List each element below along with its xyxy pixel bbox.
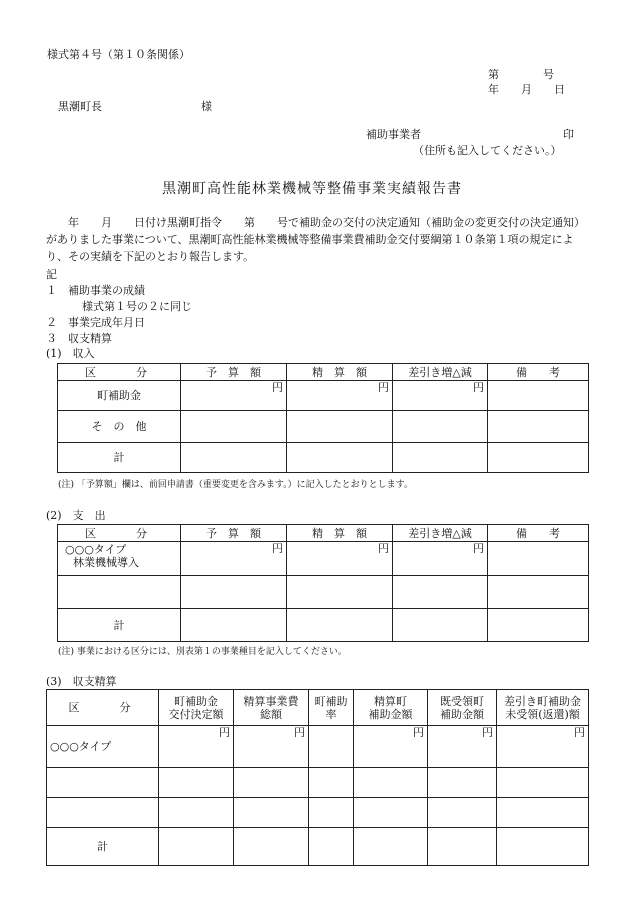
settlement-header-total-cost	[234, 690, 309, 726]
expense-header-settlement: 精 算 額	[287, 525, 393, 542]
income-cell[interactable]	[287, 411, 393, 443]
income-cell-yen[interactable]: 円	[181, 381, 287, 411]
address-note: （住所も記入してください。）	[413, 144, 562, 157]
settlement-cell-yen[interactable]: 円	[428, 726, 497, 768]
settlement-cell[interactable]	[159, 798, 234, 828]
settlement-cell[interactable]	[428, 768, 497, 798]
settlement-cell[interactable]	[354, 828, 428, 866]
income-cell[interactable]	[393, 411, 488, 443]
income-label: (1) 収入	[46, 347, 95, 360]
settlement-cell[interactable]	[354, 768, 428, 798]
settlement-header-balance	[497, 690, 589, 726]
income-cell-yen[interactable]: 円	[287, 381, 393, 411]
settlement-header-balance-l1: 差引き町補助金	[504, 694, 581, 708]
settlement-cell[interactable]	[159, 828, 234, 866]
income-header-remarks: 備 考	[488, 364, 589, 381]
settlement-cell[interactable]	[309, 726, 354, 768]
settlement-cell[interactable]	[234, 798, 309, 828]
settlement-cell-yen[interactable]: 円	[497, 726, 589, 768]
expense-cell[interactable]	[488, 576, 589, 609]
income-cell[interactable]	[488, 443, 589, 473]
expense-cell[interactable]	[393, 576, 488, 609]
expense-row-type	[58, 542, 181, 576]
income-header-budget: 予 算 額	[181, 364, 287, 381]
settlement-label: (3) 収支精算	[46, 675, 117, 688]
income-cell-yen[interactable]: 円	[393, 381, 488, 411]
income-header-difference: 差引き増△減	[393, 364, 488, 381]
settlement-cell[interactable]	[309, 798, 354, 828]
expense-cell[interactable]	[287, 609, 393, 642]
item-1: １ 補助事業の成績	[46, 284, 145, 297]
income-cell[interactable]	[488, 411, 589, 443]
expense-cell-yen[interactable]: 円	[287, 542, 393, 576]
settlement-header-rate-l2: 率	[325, 707, 337, 721]
report-paragraph: 年 月 日付け黒潮町指令 第 号で補助金の交付の決定通知（補助金の変更交付の決定通知）がありました事業について、黒潮町高性能林業機械等整備事業費補助金交付要綱第１０条第１項の規定により、その実績を下記のとおり報告します。	[46, 216, 585, 263]
settlement-cell-yen[interactable]: 円	[234, 726, 309, 768]
item-2: ２ 事業完成年月日	[46, 316, 145, 329]
expense-row-total: 計	[58, 609, 181, 642]
expense-cell[interactable]	[393, 609, 488, 642]
settlement-header-balance-l2: 未受領(返還)額	[505, 707, 580, 721]
expense-row-blank[interactable]	[58, 576, 181, 609]
settlement-cell[interactable]	[309, 768, 354, 798]
settlement-header-settled-amount-l1: 精算町	[374, 694, 407, 708]
page-title: 黒潮町高性能林業機械等整備事業実績報告書	[162, 181, 462, 197]
income-table	[57, 363, 589, 473]
expense-cell[interactable]	[181, 609, 287, 642]
income-cell[interactable]	[181, 443, 287, 473]
item-1-sub: 様式第１号の２に同じ	[82, 300, 192, 313]
settlement-header-decision-l1: 町補助金	[174, 694, 218, 708]
applicant-label: 補助事業者	[366, 128, 421, 141]
settlement-cell[interactable]	[428, 798, 497, 828]
settlement-cell[interactable]	[234, 828, 309, 866]
settlement-header-category: 区 分	[47, 690, 159, 726]
settlement-header-total-cost-l1: 精算事業費	[243, 694, 299, 708]
income-cell[interactable]	[488, 381, 589, 411]
expense-row-type-name: ○○○タイプ	[65, 543, 127, 556]
settlement-cell-yen[interactable]: 円	[159, 726, 234, 768]
income-row-other: そ の 他	[58, 411, 181, 443]
settlement-cell[interactable]	[497, 828, 589, 866]
settlement-cell[interactable]	[234, 768, 309, 798]
expense-table	[57, 524, 589, 642]
expense-cell-yen[interactable]: 円	[181, 542, 287, 576]
settlement-cell[interactable]	[159, 768, 234, 798]
settlement-cell[interactable]	[428, 828, 497, 866]
expense-cell[interactable]	[181, 576, 287, 609]
settlement-row-type: ○○○タイプ	[47, 726, 159, 768]
expense-cell[interactable]	[488, 609, 589, 642]
settlement-row-blank[interactable]	[47, 798, 159, 828]
settlement-row-total: 計	[47, 828, 159, 866]
income-cell[interactable]	[181, 411, 287, 443]
document-number-label: 第 号	[488, 68, 554, 81]
income-header-settlement: 精 算 額	[287, 364, 393, 381]
settlement-cell-yen[interactable]: 円	[354, 726, 428, 768]
expense-cell[interactable]	[488, 542, 589, 576]
expense-note: (注) 事業における区分には、別表第１の事業種目を記入してください。	[58, 647, 347, 657]
settlement-table	[46, 689, 589, 866]
expense-header-difference: 差引き増△減	[393, 525, 488, 542]
expense-cell[interactable]	[287, 576, 393, 609]
income-row-total: 計	[58, 443, 181, 473]
income-row-subsidy: 町補助金	[58, 381, 181, 411]
settlement-cell[interactable]	[309, 828, 354, 866]
settlement-cell[interactable]	[497, 798, 589, 828]
expense-header-category: 区 分	[58, 525, 181, 542]
expense-header-budget: 予 算 額	[181, 525, 287, 542]
addressee: 黒潮町長 様	[58, 100, 212, 113]
settlement-header-settled-amount	[354, 690, 428, 726]
settlement-header-rate-l1: 町補助	[314, 694, 348, 708]
form-number: 様式第４号（第１０条関係）	[47, 48, 190, 61]
date-label: 年 月 日	[488, 83, 565, 96]
ki-label: 記	[46, 268, 57, 281]
income-cell[interactable]	[393, 443, 488, 473]
settlement-header-received-l2: 補助金額	[440, 707, 484, 721]
settlement-cell[interactable]	[497, 768, 589, 798]
income-cell[interactable]	[287, 443, 393, 473]
settlement-header-rate	[309, 690, 354, 726]
settlement-header-decision	[159, 690, 234, 726]
settlement-cell[interactable]	[354, 798, 428, 828]
settlement-header-settled-amount-l2: 補助金額	[368, 707, 413, 721]
settlement-header-decision-l2: 交付決定額	[168, 707, 224, 721]
expense-header-remarks: 備 考	[488, 525, 589, 542]
expense-label: (2) 支 出	[46, 509, 106, 522]
settlement-header-received-l1: 既受領町	[440, 694, 484, 708]
seal-label: 印	[563, 128, 574, 141]
settlement-row-blank[interactable]	[47, 768, 159, 798]
expense-row-type-detail: 林業機械導入	[73, 556, 139, 569]
expense-cell-yen[interactable]: 円	[393, 542, 488, 576]
settlement-header-total-cost-l2: 総額	[260, 707, 282, 721]
settlement-header-received	[428, 690, 497, 726]
income-header-category: 区 分	[58, 364, 181, 381]
income-note: (注) 「予算額」欄は、前回申請書（重要変更を含みます。）に記入したとおりとします。	[58, 480, 413, 490]
item-3: ３ 収支精算	[46, 332, 112, 345]
